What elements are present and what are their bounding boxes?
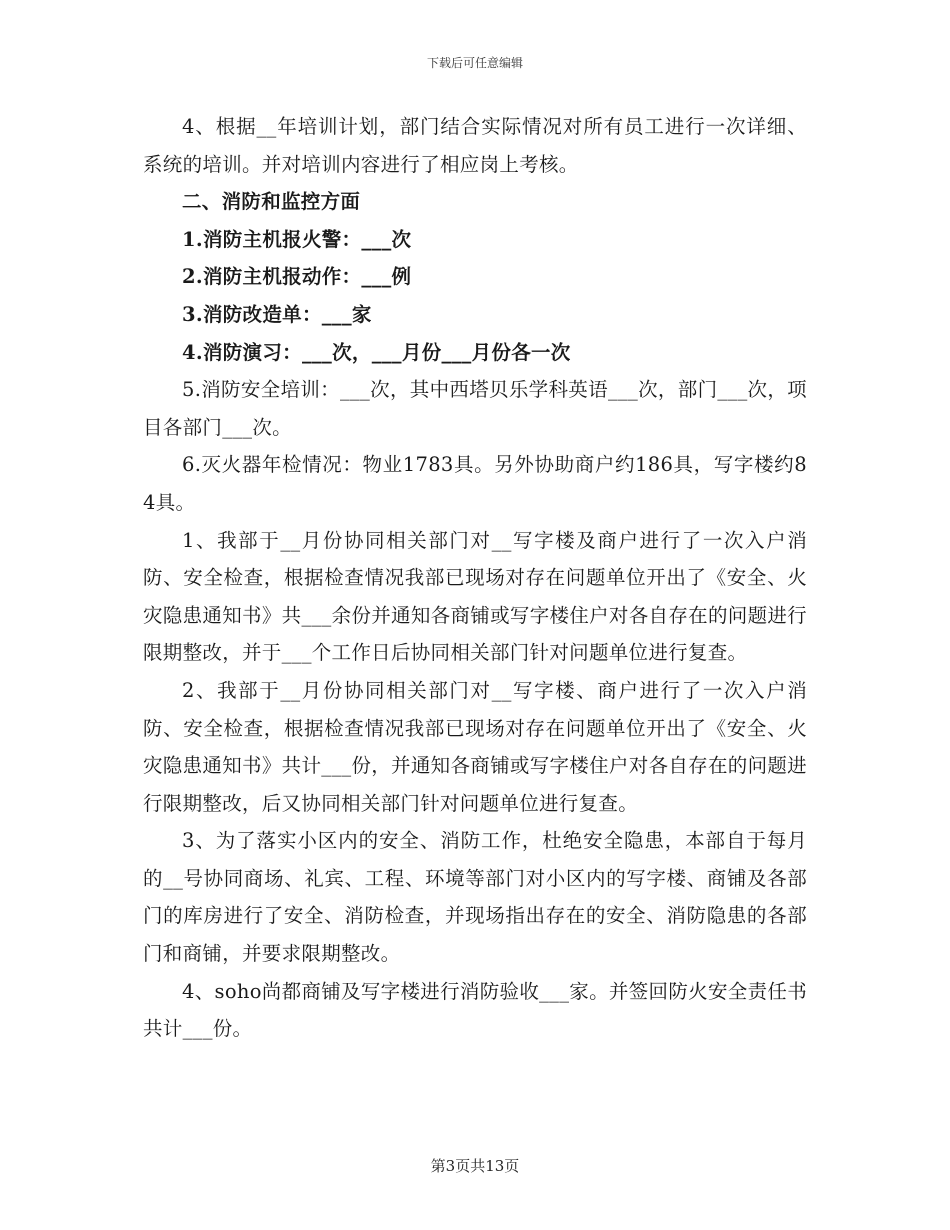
item-fire-drill: 4.消防演习：___次，___月份___月份各一次 xyxy=(182,340,571,364)
item-fire-renovation: 3.消防改造单：___家 xyxy=(182,302,372,326)
section-heading-fire-monitoring: 二、消防和监控方面 xyxy=(182,190,361,214)
paragraph-inspection-3: 3、为了落实小区内的安全、消防工作，杜绝安全隐患，本部自于每月的__号协同商场、礼宾、工程、环境等部门对小区内的写字楼、商铺及各部门的库房进行了安全、消防检查，并现场指出存在的安全、消防隐患的各部门和商铺，并要求限期整改。 xyxy=(143,829,807,966)
paragraph-inspection-4: 4、soho尚都商铺及写字楼进行消防验收___家。并签回防火安全责任书共计___份。 xyxy=(143,979,807,1041)
paragraph-training: 4、根据__年培训计划，部门结合实际情况对所有员工进行一次详细、系统的培训。并对培训内容进行了相应岗上考核。 xyxy=(143,115,807,176)
page-number: 第3页共13页 xyxy=(430,1157,520,1175)
header-note: 下载后可任意编辑 xyxy=(426,56,523,70)
document-body xyxy=(143,108,807,1048)
paragraph-inspection-2: 2、我部于__月份协同相关部门对__写字楼、商户进行了一次入户消防、安全检查，根据检查情况我部已现场对存在问题单位开出了《安全、火灾隐患通知书》共计___份，并通知各商铺或写字楼住户对各自存在的问题进行限期整改，后又协同相关部门针对问题单位进行复查。 xyxy=(143,678,807,815)
item-fire-action: 2.消防主机报动作：___例 xyxy=(182,265,412,289)
item-fire-safety-training: 5.消防安全培训：___次，其中西塔贝乐学科英语___次，部门___次，项目各部门___次。 xyxy=(143,378,807,439)
item-fire-alarm: 1.消防主机报火警：___次 xyxy=(182,227,412,251)
item-extinguisher-inspection: 6.灭火器年检情况：物业1783具。另外协助商户约186具，写字楼约84具。 xyxy=(143,453,807,514)
paragraph-inspection-1: 1、我部于__月份协同相关部门对__写字楼及商户进行了一次入户消防、安全检查，根据检查情况我部已现场对存在问题单位开出了《安全、火灾隐患通知书》共___余份并通知各商铺或写字楼住户对各自存在的问题进行限期整改，并于___个工作日后协同相关部门针对问题单位进行复查。 xyxy=(143,528,807,665)
